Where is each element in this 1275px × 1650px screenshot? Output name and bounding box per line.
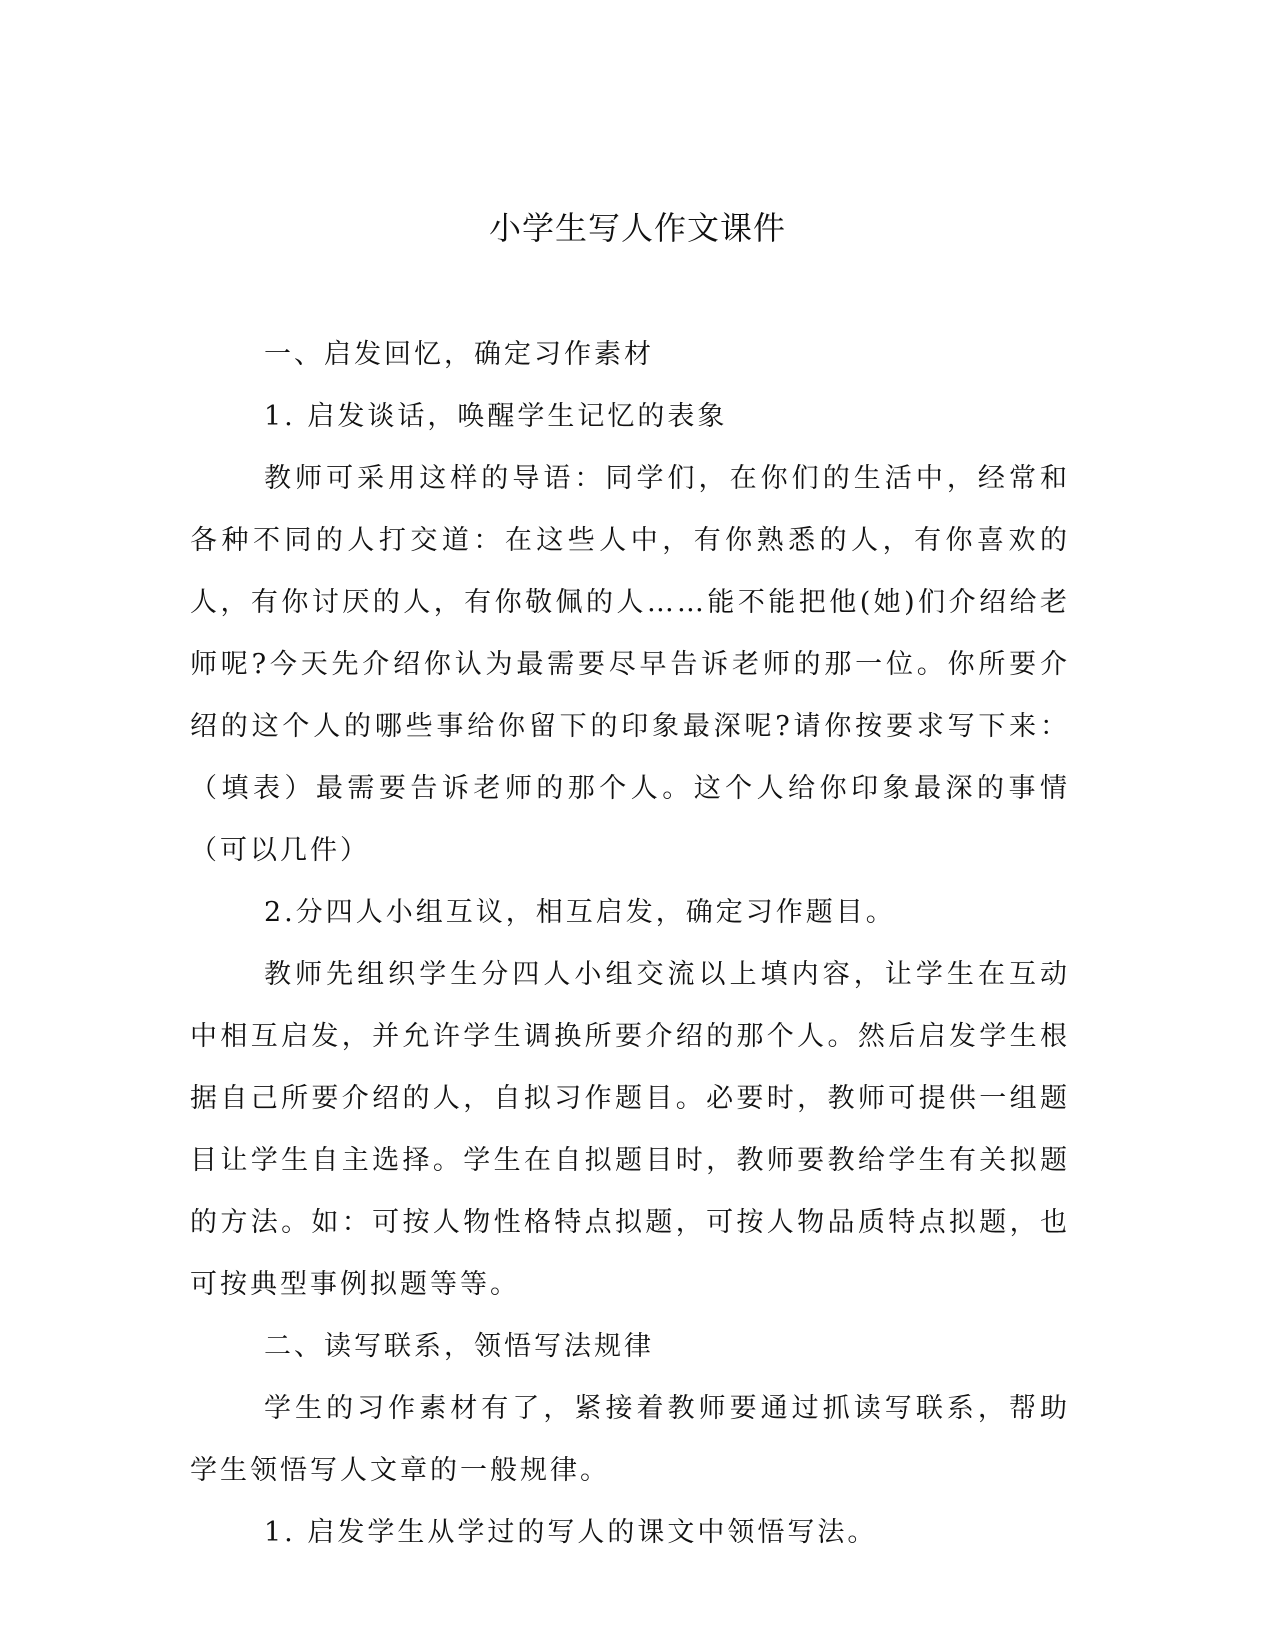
section-heading-1: 一、启发回忆，确定习作素材 — [264, 339, 654, 370]
document-title: 小学生写人作文课件 — [488, 209, 786, 247]
paragraph-read-write-link: 学生的习作素材有了，紧接着教师要通过抓读写联系，帮助学生领悟写人文章的一般规律。 — [190, 1393, 1070, 1486]
section-heading-2: 二、读写联系，领悟写法规律 — [264, 1331, 654, 1362]
paragraph-group-discussion: 教师先组织学生分四人小组交流以上填内容，让学生在互动中相互启发，并允许学生调换所要介绍的那个人。然后启发学生根据自己所要介绍的人，自拟习作题目。必要时，教师可提供一组题目让学生自主选择。学生在自拟题目时，教师要教给学生有关拟题的方法。如：可按人物性格特点拟题，可按人物品质特点拟题，也可按典型事例拟题等等。 — [190, 959, 1070, 1300]
document-body — [190, 324, 1070, 1564]
subheading-1-1: 1. 启发谈话，唤醒学生记忆的表象 — [264, 401, 728, 432]
subheading-1-2: 2.分四人小组互议，相互启发，确定习作题目。 — [264, 897, 896, 928]
subheading-2-1: 1. 启发学生从学过的写人的课文中领悟写法。 — [264, 1517, 878, 1548]
paragraph-teacher-guide: 教师可采用这样的导语：同学们，在你们的生活中，经常和各种不同的人打交道：在这些人中，有你熟悉的人，有你喜欢的人，有你讨厌的人，有你敬佩的人……能不能把他(她)们介绍给老师呢?今天先介绍你认为最需要尽早告诉老师的那一位。你所要介绍的这个人的哪些事给你留下的印象最深呢?请你按要求写下来：（填表）最需要告诉老师的那个人。这个人给你印象最深的事情（可以几件） — [190, 463, 1070, 866]
